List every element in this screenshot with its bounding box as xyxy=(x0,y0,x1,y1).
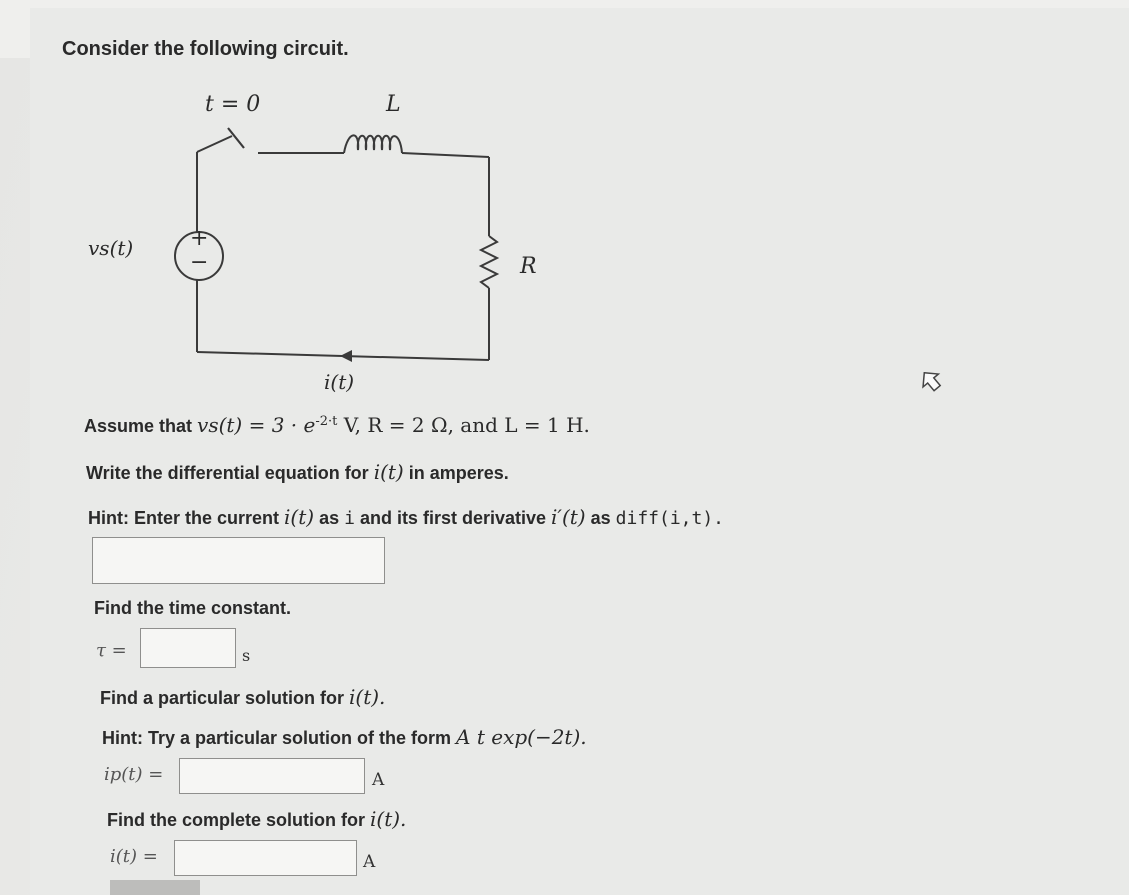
current-label: i(t) xyxy=(324,370,355,394)
wire-top-right xyxy=(402,153,489,157)
assumption-lead: Assume that xyxy=(84,416,198,436)
differential-equation-input[interactable] xyxy=(92,537,385,584)
complete-solution-label: i(t) = xyxy=(110,846,158,867)
hint-var-derivative: i′(t) xyxy=(551,505,586,529)
part1-hint xyxy=(88,505,724,529)
part3-prompt-text: Find a particular solution for xyxy=(100,688,350,708)
hint-code-diff: diff(i,t). xyxy=(615,508,725,529)
particular-solution-input[interactable] xyxy=(179,758,365,794)
current-arrow-icon xyxy=(340,350,352,362)
source-minus: − xyxy=(190,250,209,275)
inductor-label: L xyxy=(386,92,401,117)
source-label: vs(t) xyxy=(88,236,134,260)
source-plus: + xyxy=(190,226,209,251)
mouse-pointer-icon xyxy=(918,368,944,398)
hint-var: i(t) xyxy=(284,505,315,529)
time-constant-unit: s xyxy=(242,646,251,665)
time-constant-input[interactable] xyxy=(140,628,236,668)
part2-prompt: Find the time constant. xyxy=(94,598,292,618)
part1-prompt-text: Write the differential equation for xyxy=(86,463,374,483)
switch-mark xyxy=(228,128,244,148)
resistor-label: R xyxy=(520,254,537,279)
hint-text-d: as xyxy=(585,508,616,528)
part3-prompt-var: i(t). xyxy=(349,685,386,709)
hint-text-b: as xyxy=(314,508,345,528)
hint-text-c: and its first derivative xyxy=(354,508,552,528)
assumption-rest: V, R = 2 Ω, and L = 1 H. xyxy=(337,413,590,437)
part3-hint xyxy=(102,725,587,749)
assumption-exponent: -2·t xyxy=(315,414,338,429)
particular-solution-unit: A xyxy=(372,770,385,790)
switch-blade xyxy=(197,136,232,152)
hint-text-a: Hint: Enter the current xyxy=(88,508,285,528)
assumption-text xyxy=(84,413,590,437)
hint-code-i: i xyxy=(344,508,355,529)
switch-label: t = 0 xyxy=(205,92,261,117)
particular-solution-label: ip(t) = xyxy=(104,764,164,785)
part1-prompt xyxy=(86,460,509,484)
time-constant-label: τ = xyxy=(96,640,127,661)
part3-hint-text: Hint: Try a particular solution of the form xyxy=(102,728,457,748)
question-intro: Consider the following circuit. xyxy=(62,38,349,60)
part4-prompt-text: Find the complete solution for xyxy=(107,810,370,830)
complete-solution-input[interactable] xyxy=(174,840,357,876)
inductor-coil xyxy=(344,135,402,153)
part4-prompt xyxy=(107,807,406,831)
complete-solution-unit: A xyxy=(363,852,376,872)
part1-prompt-end: in amperes. xyxy=(403,463,509,483)
part3-hint-math: A t exp(−2t). xyxy=(456,725,587,749)
part1-prompt-var: i(t) xyxy=(373,460,404,484)
part3-prompt xyxy=(100,685,385,709)
horizontal-scrollbar-thumb[interactable] xyxy=(110,880,200,895)
part4-prompt-var: i(t). xyxy=(370,807,407,831)
resistor-zigzag xyxy=(481,236,497,288)
assumption-vs: vs(t) = 3 · e xyxy=(197,413,316,437)
